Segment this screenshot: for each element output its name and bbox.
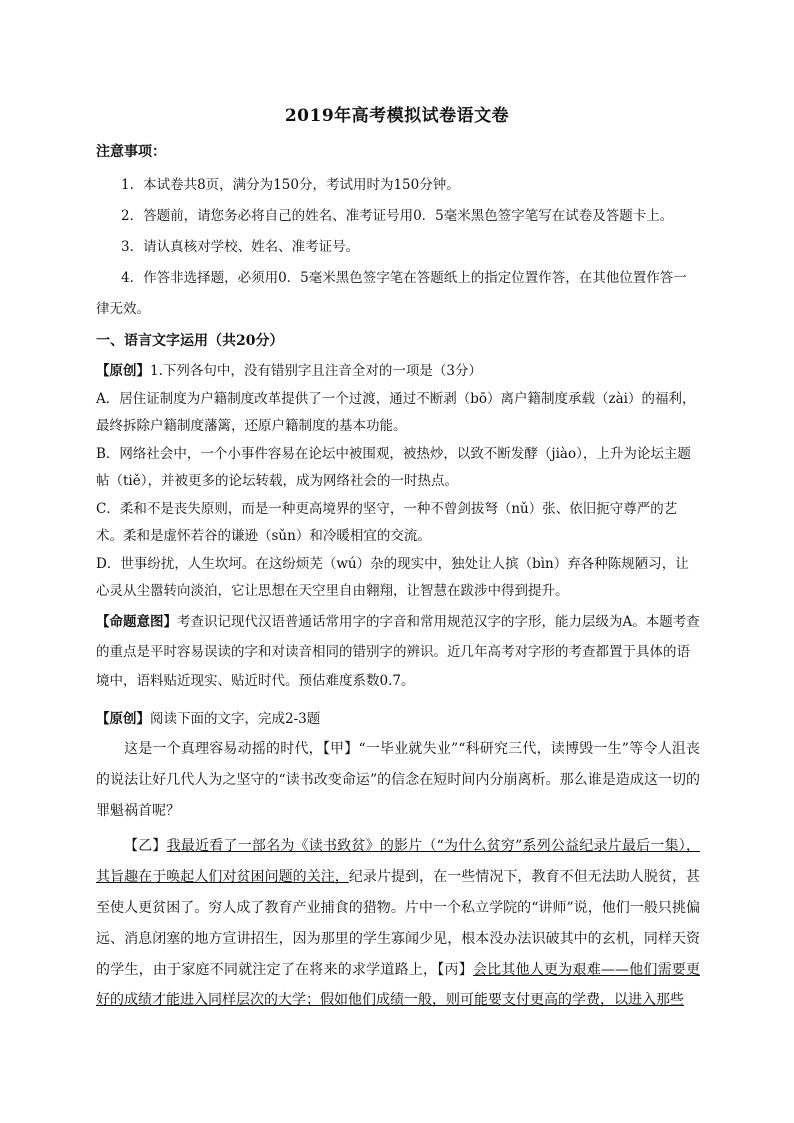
- option-a: A．居住证制度为户籍制度改革提供了一个过渡，通过不断剥（bō）离户籍制度承载（zài）的福利，最终拆除户籍制度藩篱，还原户籍制度的基本功能。: [96, 390, 696, 434]
- passage-paragraph-1: 这是一个真理容易动摇的时代，【甲】“一毕业就失业”“科研究三代，读博毁一生”等令人沮丧的说法让好几代人为之坚守的“读书改变命运”的信念在短时间内分崩离析。那么谁是造成这一切的罪魁祸首呢？: [96, 741, 700, 819]
- original-tag: 【原创】: [96, 711, 150, 727]
- question-stem: [96, 358, 700, 386]
- marker-yi: 【乙】: [124, 838, 167, 855]
- underlined-sentence-yi: 我最近看了一部名为《读书致贫》的影片（“为什么贫穷”系列公益纪录片最后一集），其旨趣在于唤起人们对贫困问题的关注，: [96, 838, 701, 886]
- underlined-sentence-bing: 会比其他人更为艰难——他们需要更好的成绩才能进入同样层次的大学；假如他们成绩一般，则可能要支付更高的学费，以进入那些: [96, 961, 701, 1009]
- original-tag: 【原创】: [96, 363, 150, 379]
- notes-item: 4．作答非选择题，必须用0．5毫米黑色签字笔在答题纸上的指定位置作答，在其他位置作答一律无效。: [96, 270, 687, 317]
- page-title: 2019年高考模拟试卷语文卷: [284, 106, 510, 126]
- passage-paragraph-2: [96, 831, 700, 1016]
- design-intent: [96, 608, 700, 697]
- intent-text: 考查识记现代汉语普通话常用字的字音和常用规范汉字的字形，能力层级为A。本题考查的重点是平时容易误读的字和对读音相同的错别字的辨识。近几年高考对字形的考查都置于具体的语境中，语料贴近现实、贴近时代。预估难度系数0.7。: [96, 614, 700, 689]
- reading-instruction: [96, 704, 700, 734]
- option-b: B．网络社会中，一个小事件容易在论坛中被围观，被热炒，以致不断发酵（jiào），上升为论坛主题帖（tiě），并被更多的论坛转载，成为网络社会的一时热点。: [96, 445, 691, 489]
- option-c: C．柔和不是丧失原则，而是一种更高境界的坚守，一种不曾剑拔弩（nǔ）张、依旧扼守尊严的艺术。柔和是虚怀若谷的谦逊（sǔn）和冷暖相宜的交流。: [96, 500, 678, 544]
- question-stem-text: 1.下列各句中，没有错别字且注音全对的一项是（3分）: [150, 363, 482, 379]
- notes-item: 2．答题前，请您务必将自己的姓名、准考证号用0．5毫米黑色签字笔写在试卷及答题卡上。: [121, 208, 674, 224]
- notes-list: [96, 170, 698, 325]
- option-d: D．世事纷扰，人生坎坷。在这纷烦芜（wú）杂的现实中，独处让人摈（bìn）弃各种陈规陋习，让心灵从尘嚣转向淡泊，它让思想在天空里自由翱翔，让智慧在跋涉中得到提升。: [96, 555, 689, 599]
- notes-heading: 注意事项：: [96, 144, 166, 160]
- intent-tag: 【命题意图】: [96, 614, 177, 630]
- notes-item: 1．本试卷共8页，满分为150分，考试用时为150分钟。: [121, 177, 460, 193]
- notes-item: 3．请认真核对学校、姓名、准考证号。: [121, 239, 360, 255]
- marker-bing: 【丙】: [437, 961, 473, 978]
- section-heading: 一、语言文字运用（共20分）: [96, 333, 284, 349]
- reading-passage: [96, 734, 700, 1016]
- instruction-text: 阅读下面的文字，完成2-3题: [150, 711, 321, 727]
- paragraph-text: 纪录片提到，在一些情况下，教育不但无法助人脱贫，甚至使人更贫困了。穷人成了教育产业捕食的猎物。片中一个私立学院的“讲师”说，他们一般只挑偏远、消息闭塞的地方宣讲招生，因为那里的学生寡闻少见，根本没办法识破其中的玄机，同样天资的学生，由于家庭不同就注定了在将来的求学道路上，: [96, 869, 701, 978]
- question-1: [96, 358, 700, 606]
